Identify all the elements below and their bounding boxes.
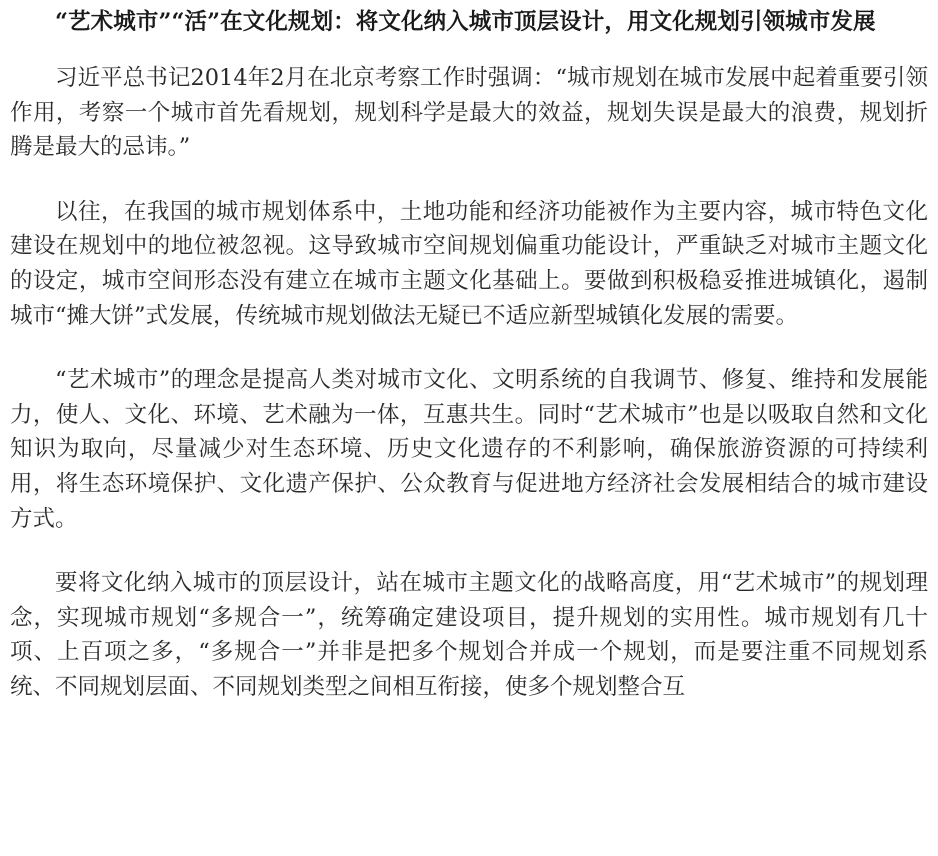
article-body <box>10 0 928 705</box>
article-heading: “艺术城市”“活”在文化规划：将文化纳入城市顶层设计，用文化规划引领城市发展 <box>55 9 876 35</box>
paragraph-2: 以往，在我国的城市规划体系中，土地功能和经济功能被作为主要内容，城市特色文化建设在规划中的地位被忽视。这导致城市空间规划偏重功能设计，严重缺乏对城市主题文化的设定，城市空间形态没有建立在城市主题文化基础上。要做到积极稳妥推进城镇化，遏制城市“摊大饼”式发展，传统城市规划做法无疑已不适应新型城镇化发展的需要。 <box>10 198 928 329</box>
paragraph-3: “艺术城市”的理念是提高人类对城市文化、文明系统的自我调节、修复、维持和发展能力，使人、文化、环境、艺术融为一体，互惠共生。同时“艺术城市”也是以吸取自然和文化知识为取向，尽量减少对生态环境、历史文化遗存的不利影响，确保旅游资源的可持续利用，将生态环境保护、文化遗产保护、公众教育与促进地方经济社会发展相结合的城市建设方式。 <box>10 367 928 532</box>
paragraph-1: 习近平总书记2014年2月在北京考察工作时强调：“城市规划在城市发展中起着重要引领作用，考察一个城市首先看规划，规划科学是最大的效益，规划失误是最大的浪费，规划折腾是最大的忌讳。” <box>10 65 928 161</box>
paragraph-4: 要将文化纳入城市的顶层设计，站在城市主题文化的战略高度，用“艺术城市”的规划理念，实现城市规划“多规合一”，统筹确定建设项目，提升规划的实用性。城市规划有几十项、上百项之多，“多规合一”并非是把多个规划合并成一个规划，而是要注重不同规划系统、不同规划层面、不同规划类型之间相互衔接，使多个规划整合互 <box>10 570 928 700</box>
